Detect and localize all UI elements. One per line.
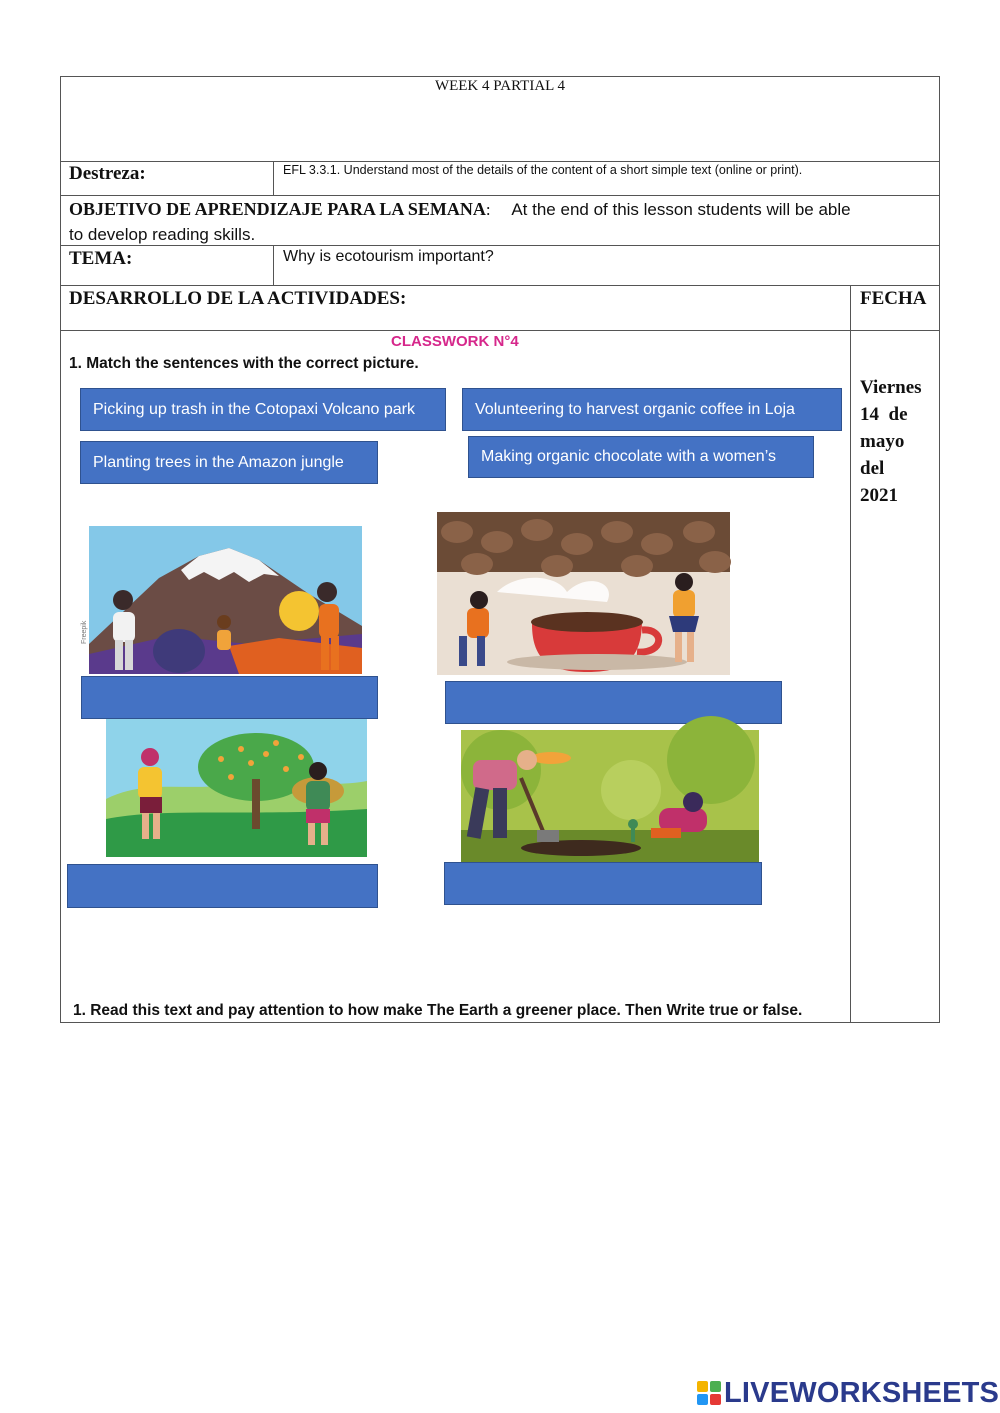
objetivo-text-line1: At the end of this lesson students will be able — [511, 200, 851, 219]
week-title: WEEK 4 PARTIAL 4 — [434, 78, 566, 94]
picture-planting-trees — [461, 730, 759, 862]
option-amazon-trees[interactable]: Planting trees in the Amazon jungle — [80, 441, 378, 484]
liveworksheets-logo — [697, 1378, 999, 1408]
tema-text: Why is ecotourism important? — [283, 248, 494, 265]
row-divider — [60, 285, 940, 286]
classwork-title: CLASSWORK N°4 — [391, 333, 519, 350]
answer-box-2[interactable] — [445, 681, 782, 724]
read-instruction: 1. Read this text and pay attention to how make The Earth a greener place. Then Write true or false. — [73, 1002, 803, 1019]
objetivo-text-line2: to develop reading skills. — [69, 225, 256, 244]
picture-watermark: Freepik — [81, 620, 88, 644]
option-cotopaxi-trash[interactable]: Picking up trash in the Cotopaxi Volcano park — [80, 388, 446, 431]
picture-fruit-harvest — [106, 719, 367, 857]
column-divider — [273, 161, 274, 195]
column-divider — [850, 285, 851, 1022]
column-divider — [273, 245, 274, 285]
row-divider — [60, 195, 940, 196]
picture-volcano-trash — [81, 526, 362, 674]
fecha-line: 2021 — [860, 485, 898, 506]
tema-label: TEMA: — [69, 248, 133, 269]
answer-box-4[interactable] — [444, 862, 762, 905]
logo-text: LIVEWORKSHEETS — [724, 1376, 1000, 1409]
table-border-left — [60, 76, 61, 1023]
fecha-line: Viernes — [860, 377, 922, 398]
fecha-label: FECHA — [860, 288, 927, 309]
answer-box-1[interactable] — [81, 676, 378, 719]
objetivo-label: OBJETIVO DE APRENDIZAJE PARA LA SEMANA — [69, 199, 486, 219]
liveworksheets-logo-icon — [697, 1381, 721, 1405]
table-border-right — [939, 76, 940, 1023]
table-border-bottom — [60, 1022, 940, 1023]
objetivo-block — [69, 197, 935, 247]
option-loja-coffee[interactable]: Volunteering to harvest organic coffee in Loja — [462, 388, 842, 431]
row-divider — [60, 330, 940, 331]
match-instruction: 1. Match the sentences with the correct picture. — [69, 355, 419, 372]
option-organic-chocolate[interactable]: Making organic chocolate with a women’s — [468, 436, 814, 478]
picture-coffee-harvest — [437, 512, 730, 675]
row-divider — [60, 161, 940, 162]
fecha-date — [860, 374, 930, 509]
desarrollo-label: DESARROLLO DE LA ACTIVIDADES: — [69, 288, 407, 309]
fecha-line: 14 de — [860, 404, 908, 425]
fecha-line: del — [860, 458, 885, 479]
fecha-line: mayo — [860, 431, 905, 452]
table-border-top — [60, 76, 940, 77]
destreza-label: Destreza: — [69, 163, 146, 184]
answer-box-3[interactable] — [67, 864, 378, 908]
objetivo-colon: : — [485, 200, 491, 219]
destreza-text: EFL 3.3.1. Understand most of the details of the content of a short simple text (online or print). — [283, 163, 803, 177]
